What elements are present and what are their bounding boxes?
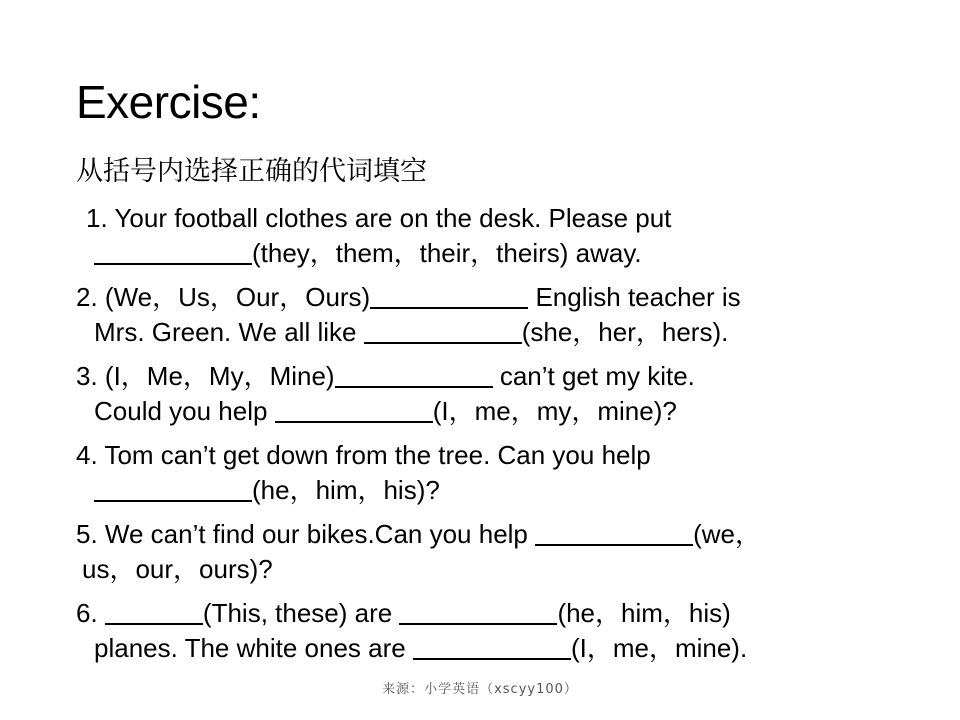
answer-blank bbox=[94, 474, 252, 502]
question-5-text-b: (we， bbox=[693, 519, 762, 549]
question-3-text-a: 3. (I，Me，My，Mine) bbox=[76, 361, 335, 391]
question-2-text-a: 2. (We，Us，Our，Ours) bbox=[76, 282, 371, 312]
question-4-text-b: (he，him，his)? bbox=[252, 475, 440, 505]
question-1-text-b: (they，them，their，theirs) away. bbox=[252, 238, 642, 268]
question-2 bbox=[76, 280, 741, 350]
question-1-text-a: 1. Your football clothes are on the desk. Please put bbox=[86, 203, 672, 233]
question-6-text-e: (I，me，mine). bbox=[570, 633, 748, 663]
question-6 bbox=[76, 596, 747, 666]
question-6-text-d: planes. The white ones are bbox=[94, 633, 413, 663]
question-5 bbox=[76, 517, 761, 587]
source-caption: 来源：小学英语（xscyy100） bbox=[382, 682, 578, 697]
question-3-text-c: Could you help bbox=[94, 396, 275, 426]
question-2-text-c: Mrs. Green. We all like bbox=[94, 317, 364, 347]
answer-blank bbox=[413, 632, 571, 660]
question-2-text-b: English teacher is bbox=[528, 282, 741, 312]
question-4-text-a: 4. Tom can’t get down from the tree. Can you help bbox=[76, 440, 651, 470]
answer-blank bbox=[105, 597, 203, 625]
question-1 bbox=[76, 201, 671, 271]
question-6-text-a: 6. bbox=[76, 598, 105, 628]
slide-title: Exercise: bbox=[76, 76, 261, 128]
answer-blank bbox=[364, 316, 522, 344]
answer-blank bbox=[399, 597, 557, 625]
question-4 bbox=[76, 438, 651, 508]
question-5-text-c: us，our，ours)? bbox=[82, 554, 273, 584]
question-3 bbox=[76, 359, 695, 429]
answer-blank bbox=[370, 281, 528, 309]
instruction-text: 从括号内选择正确的代词填空 bbox=[76, 156, 427, 187]
answer-blank bbox=[275, 395, 433, 423]
answer-blank bbox=[535, 518, 693, 546]
answer-blank bbox=[94, 237, 252, 265]
answer-blank bbox=[335, 360, 493, 388]
question-3-text-d: (I，me，my，mine)? bbox=[432, 396, 677, 426]
question-6-text-c: (he，him，his) bbox=[557, 598, 731, 628]
question-3-text-b: can’t get my kite. bbox=[492, 361, 695, 391]
question-6-text-b: (This, these) are bbox=[202, 598, 400, 628]
question-2-text-d: (she，her，hers). bbox=[521, 317, 729, 347]
question-5-text-a: 5. We can’t find our bikes.Can you help bbox=[76, 519, 536, 549]
